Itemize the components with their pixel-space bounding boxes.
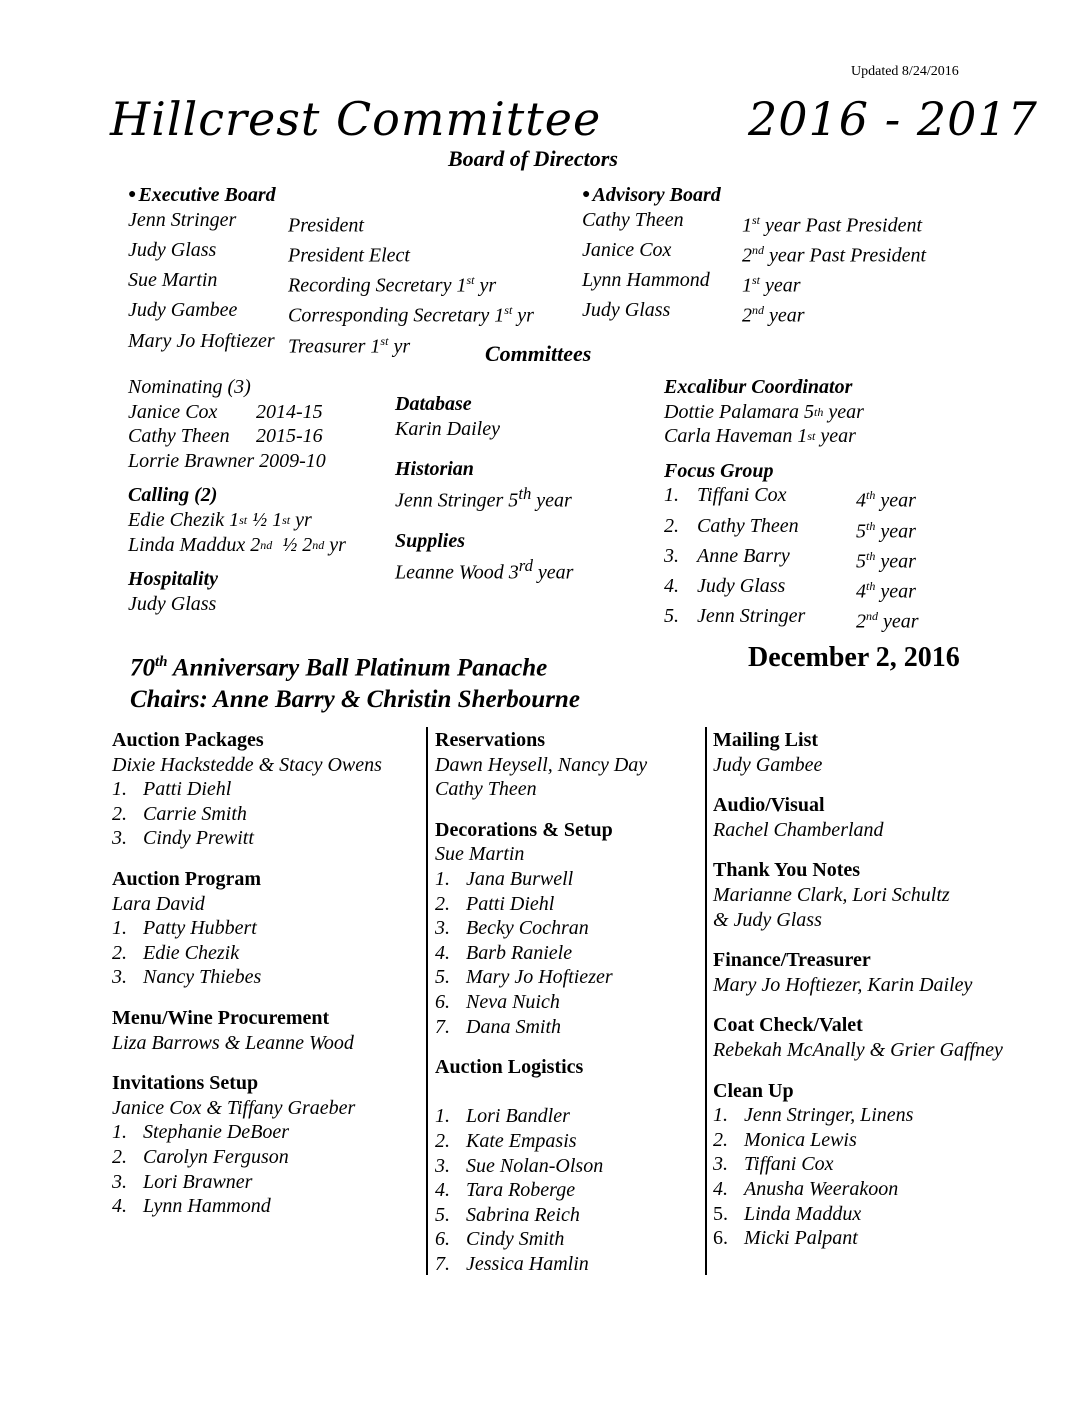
- superscript: st: [466, 273, 475, 288]
- member-name: Edie Chezik 1: [128, 508, 240, 531]
- nominating-heading: Nominating (3): [128, 376, 251, 398]
- list-number: 6.: [713, 1227, 728, 1250]
- page-years: 2016 - 2017: [748, 92, 1038, 146]
- list-item-name: Jessica Hamlin: [466, 1252, 589, 1275]
- list-item: [435, 1203, 647, 1228]
- spacer: [112, 851, 382, 867]
- section-thanks: [713, 858, 1003, 932]
- list-number: 1.: [435, 1105, 450, 1128]
- calling-heading: Calling (2): [128, 484, 218, 507]
- list-item: [112, 941, 382, 966]
- superscript: th: [814, 404, 824, 419]
- committees-col-3: [664, 375, 919, 635]
- list-number: 3.: [112, 1170, 127, 1193]
- list-item-name: Kate Empasis: [466, 1129, 577, 1152]
- page-title: Hillcrest Committee: [110, 92, 602, 146]
- list-item: [112, 777, 382, 802]
- list-number: 1.: [435, 867, 450, 890]
- executive-row: [128, 329, 534, 359]
- list-item: [713, 1103, 1003, 1128]
- list-item: [713, 1152, 1003, 1177]
- member-year: [856, 483, 916, 513]
- superscript: th: [866, 548, 876, 563]
- role-tail: year Past President: [764, 244, 927, 267]
- list-item: [435, 941, 647, 966]
- bullet-icon: ●: [582, 187, 591, 202]
- suffix: year: [815, 425, 856, 448]
- superscript: st: [239, 512, 248, 527]
- list-item-name: Nancy Thiebes: [143, 966, 262, 989]
- spacer: [435, 1080, 647, 1105]
- list-item-name: Patti Diehl: [143, 778, 232, 801]
- spacer: [435, 1276, 647, 1292]
- list-number: 3.: [664, 544, 679, 567]
- section-list: [435, 867, 647, 1039]
- member-name: Judy Gambee: [128, 299, 238, 322]
- superscript: st: [807, 429, 816, 444]
- member-name: Cathy Theen: [582, 208, 684, 231]
- year-num: 5: [856, 550, 866, 573]
- role-tail: year: [760, 274, 801, 297]
- section-lead: Janice Cox & Tiffany Graeber: [112, 1096, 356, 1119]
- hospitality-name: Judy Glass: [128, 592, 217, 615]
- section-heading: Auction Logistics: [435, 1056, 584, 1079]
- section-mailing: [713, 728, 1003, 777]
- year-tail: year: [875, 490, 916, 513]
- list-item: [435, 1129, 647, 1154]
- member-role: [288, 268, 496, 298]
- column-divider: [705, 727, 707, 1275]
- list-item: [435, 1178, 647, 1203]
- list-number: 4.: [435, 941, 450, 964]
- section-heading: Audio/Visual: [713, 794, 825, 817]
- section-cleanup: [713, 1079, 1003, 1251]
- role-text: Recording Secretary 1: [288, 274, 467, 297]
- section-heading: Clean Up: [713, 1079, 794, 1102]
- list-number: 3.: [435, 917, 450, 940]
- executive-row: [128, 298, 534, 328]
- spacer: [112, 1055, 382, 1071]
- historian-heading: Historian: [395, 458, 474, 481]
- ball-title: 70th Anniversary Ball Platinum Panache Chairs: Anne Barry & Christin Sherbourne: [130, 654, 580, 714]
- focus-row: [664, 483, 919, 513]
- executive-row: [128, 238, 534, 268]
- list-item-name: Micki Palpant: [744, 1227, 858, 1250]
- list-item: [435, 916, 647, 941]
- year-tail: year: [875, 520, 916, 543]
- role-tail: year: [764, 305, 805, 327]
- member-role: [742, 298, 805, 328]
- list-number: 3.: [435, 1154, 450, 1177]
- list-number: 4.: [112, 1195, 127, 1218]
- executive-heading: ● Executive Board: [128, 184, 276, 206]
- member-name: Judy Glass: [582, 299, 671, 322]
- list-item: [713, 1226, 1003, 1251]
- section-auction_packages: [112, 728, 382, 851]
- list-item-name: Tiffani Cox: [744, 1153, 834, 1176]
- spacer: [713, 997, 1003, 1013]
- list-item-name: Lori Bandler: [466, 1105, 570, 1128]
- list-number: 2.: [435, 892, 450, 915]
- section-decorations: [435, 818, 647, 1039]
- spacer: [435, 1039, 647, 1055]
- member-role: [288, 298, 534, 328]
- list-item-name: Lynn Hammond: [143, 1195, 271, 1218]
- section-list: [713, 1103, 1003, 1251]
- list-item: [435, 892, 647, 917]
- section-list: [112, 1120, 382, 1218]
- member-role: [742, 268, 801, 298]
- list-item-name: Carolyn Ferguson: [143, 1145, 289, 1168]
- hospitality-heading: Hospitality: [128, 568, 218, 591]
- suffix: year: [823, 400, 864, 423]
- list-item: [435, 990, 647, 1015]
- focus-row: [664, 574, 919, 604]
- year-num: 2: [856, 611, 866, 634]
- list-number: 7.: [435, 1015, 450, 1038]
- historian-name: Jenn Stringer 5th year: [395, 483, 572, 512]
- section-invitations: [112, 1071, 382, 1219]
- year-num: 4: [856, 580, 866, 603]
- supplies-heading: Supplies: [395, 530, 466, 553]
- fraction: ½ 2: [272, 533, 313, 556]
- superscript: nd: [312, 537, 325, 552]
- section-list: [112, 916, 382, 990]
- focus-heading: Focus Group: [664, 459, 774, 482]
- column-divider: [426, 727, 428, 1275]
- spacer: [713, 932, 1003, 948]
- member-term: 2009-10: [259, 449, 326, 472]
- supplies-name: Leanne Wood 3rd year: [395, 555, 574, 584]
- member-role: [742, 208, 922, 238]
- superscript: th: [866, 579, 876, 594]
- list-item-name: Neva Nuich: [466, 990, 560, 1013]
- superscript: st: [752, 273, 761, 288]
- list-item: [435, 867, 647, 892]
- list-item-name: Patty Hubbert: [143, 917, 257, 940]
- list-number: 1.: [664, 484, 679, 507]
- section-coat: [713, 1013, 1003, 1062]
- list-item-name: Edie Chezik: [143, 941, 240, 964]
- list-item-name: Sue Nolan-Olson: [466, 1154, 604, 1177]
- list-item-name: Carrie Smith: [143, 802, 247, 825]
- committees-heading: Committees: [485, 341, 592, 366]
- list-item-name: Becky Cochran: [466, 917, 589, 940]
- list-item-name: Cindy Smith: [466, 1228, 565, 1251]
- role-text: 1: [742, 274, 752, 297]
- member-year: [856, 604, 919, 634]
- list-number: 2.: [713, 1128, 728, 1151]
- list-number: 3.: [112, 827, 127, 850]
- role-tail: yr: [512, 305, 534, 327]
- superscript: st: [752, 212, 761, 227]
- superscript: st: [282, 512, 291, 527]
- member-name: Tiffani Cox: [697, 484, 787, 507]
- section-lead: Sue Martin: [435, 843, 525, 866]
- ball-col-3: [713, 728, 1003, 1267]
- section-line: Judy Gambee: [713, 753, 823, 776]
- section-heading: Mailing List: [713, 729, 819, 751]
- spacer: [435, 802, 647, 818]
- executive-row: [128, 268, 534, 298]
- member-name: Judy Glass: [697, 575, 786, 598]
- list-number: 1.: [713, 1104, 728, 1127]
- member-name: Linda Maddux 2: [128, 533, 261, 556]
- advisory-row: [582, 298, 926, 328]
- focus-row: [664, 604, 919, 634]
- section-menu_wine: [112, 1006, 382, 1055]
- list-item-name: Barb Raniele: [466, 941, 573, 964]
- section-heading: Coat Check/Valet: [713, 1014, 863, 1037]
- list-item-name: Lori Brawner: [143, 1170, 253, 1193]
- section-heading: Invitations Setup: [112, 1072, 259, 1095]
- list-item: [112, 802, 382, 827]
- board-heading: Board of Directors: [448, 146, 618, 171]
- calling-row: [128, 533, 346, 558]
- spacer: [713, 1063, 1003, 1079]
- advisory-board: [582, 183, 926, 329]
- list-item: [713, 1128, 1003, 1153]
- superscript: nd: [260, 537, 273, 552]
- section-lead: Dixie Hackstedde & Stacy Owens: [112, 753, 382, 776]
- excalibur-row: [664, 424, 919, 449]
- year-tail: year: [875, 550, 916, 573]
- section-audio: [713, 793, 1003, 842]
- year-tail: year: [878, 611, 919, 634]
- member-name: Anne Barry: [697, 544, 790, 567]
- spacer: [713, 1251, 1003, 1267]
- member-name: Mary Jo Hoftiezer: [128, 329, 275, 352]
- member-name: Sue Martin: [128, 269, 218, 292]
- executive-row: [128, 208, 534, 238]
- list-number: 4.: [713, 1177, 728, 1200]
- member-year: [856, 514, 916, 544]
- fraction: ½ 1: [247, 508, 283, 531]
- ball-col-2: [435, 728, 647, 1292]
- bullet-icon: ●: [128, 187, 137, 202]
- list-number: 4.: [435, 1179, 450, 1202]
- list-item-name: Patti Diehl: [466, 892, 555, 915]
- database-name: Karin Dailey: [395, 417, 500, 440]
- list-number: 7.: [435, 1252, 450, 1275]
- calling-row: [128, 508, 346, 533]
- member-year: [856, 574, 916, 604]
- section-lead: Lara David: [112, 892, 205, 915]
- focus-row: [664, 514, 919, 544]
- list-item-name: Monica Lewis: [744, 1128, 857, 1151]
- list-item: [112, 1170, 382, 1195]
- list-number: 6.: [435, 1228, 450, 1251]
- list-item: [112, 1145, 382, 1170]
- superscript: th: [866, 518, 876, 533]
- spacer: [112, 990, 382, 1006]
- superscript: nd: [866, 609, 878, 624]
- list-item-name: Sabrina Reich: [466, 1203, 580, 1226]
- section-heading: Menu/Wine Procurement: [112, 1006, 330, 1029]
- spacer: [112, 1219, 382, 1235]
- member-name: Jenn Stringer: [697, 605, 806, 628]
- role-tail: yr: [474, 274, 497, 297]
- superscript: th: [866, 488, 876, 503]
- excalibur-row: [664, 400, 919, 425]
- section-line: Dawn Heysell, Nancy Day: [435, 753, 648, 776]
- section-list: [435, 1104, 647, 1276]
- committees-col-1: [128, 375, 346, 616]
- section-line: Mary Jo Hoftiezer, Karin Dailey: [713, 973, 973, 996]
- role-text: 2: [742, 305, 752, 327]
- member-role: [288, 329, 410, 359]
- list-number: 5.: [435, 1203, 450, 1226]
- list-item: [112, 916, 382, 941]
- list-item: [435, 1227, 647, 1252]
- member-name: Jenn Stringer: [128, 208, 237, 231]
- suffix: yr: [324, 533, 346, 556]
- member-name: Cathy Theen: [128, 425, 230, 448]
- year-num: 5: [856, 520, 866, 543]
- advisory-row: [582, 238, 926, 268]
- committees-col-2: [395, 392, 573, 585]
- role-text: Treasurer 1: [288, 335, 381, 358]
- section-reservations: [435, 728, 647, 802]
- section-list: [112, 777, 382, 851]
- role-text: President Elect: [288, 244, 410, 267]
- spacer: [713, 842, 1003, 858]
- role-tail: yr: [388, 335, 411, 358]
- member-name: Janice Cox: [128, 400, 218, 423]
- ball-date: December 2, 2016: [748, 642, 960, 673]
- list-number: 3.: [713, 1153, 728, 1176]
- member-name: Janice Cox: [582, 238, 672, 261]
- section-line: Rachel Chamberland: [713, 818, 884, 841]
- list-number: 1.: [112, 917, 127, 940]
- section-auction_program: [112, 867, 382, 990]
- member-name: Lorrie Brawner: [128, 449, 255, 472]
- section-heading: Auction Packages: [112, 729, 264, 751]
- member-name: Cathy Theen: [697, 514, 799, 537]
- list-item-name: Cindy Prewitt: [143, 827, 254, 850]
- advisory-heading: ● Advisory Board: [582, 184, 721, 206]
- suffix: yr: [290, 508, 312, 531]
- list-number: 5.: [435, 966, 450, 989]
- updated-date: Updated 8/24/2016: [851, 64, 959, 79]
- role-text: 1: [742, 214, 752, 237]
- executive-board: [128, 183, 534, 359]
- member-role: [288, 208, 364, 238]
- list-item-name: Linda Maddux: [744, 1202, 862, 1225]
- list-number: 4.: [664, 575, 679, 598]
- member-name: Carla Haveman 1: [664, 425, 808, 448]
- list-item: [112, 1120, 382, 1145]
- focus-row: [664, 544, 919, 574]
- list-item: [435, 1015, 647, 1040]
- superscript: nd: [752, 303, 764, 318]
- list-item-name: Jenn Stringer, Linens: [744, 1104, 914, 1127]
- list-item: [435, 965, 647, 990]
- ball-col-1: [112, 728, 382, 1235]
- list-number: 2.: [112, 1145, 127, 1168]
- list-number: 2.: [112, 941, 127, 964]
- member-term: 2014-15: [256, 400, 323, 423]
- excalibur-heading: Excalibur Coordinator: [664, 376, 853, 398]
- section-line: Cathy Theen: [435, 778, 537, 801]
- list-number: 5.: [664, 605, 679, 628]
- superscript: st: [504, 303, 513, 318]
- section-finance: [713, 948, 1003, 997]
- list-item: [435, 1104, 647, 1129]
- superscript: nd: [752, 242, 764, 257]
- section-heading: Finance/Treasurer: [713, 949, 871, 972]
- database-heading: Database: [395, 393, 472, 415]
- role-tail: year Past President: [760, 214, 923, 237]
- spacer: [713, 777, 1003, 793]
- nominating-row: [128, 400, 346, 425]
- member-name: Dottie Palamara 5: [664, 400, 814, 423]
- list-item-name: Anusha Weerakoon: [744, 1177, 899, 1200]
- year-num: 4: [856, 490, 866, 513]
- list-item-name: Tara Roberge: [466, 1179, 576, 1202]
- list-item: [112, 965, 382, 990]
- advisory-row: [582, 268, 926, 298]
- member-name: Judy Glass: [128, 238, 217, 261]
- year-tail: year: [875, 580, 916, 603]
- role-text: 2: [742, 244, 752, 267]
- list-item: [435, 1154, 647, 1179]
- nominating-row: [128, 449, 346, 474]
- role-text: Corresponding Secretary 1: [288, 305, 505, 327]
- list-number: 3.: [112, 966, 127, 989]
- list-number: 5.: [713, 1202, 728, 1225]
- list-number: 2.: [664, 514, 679, 537]
- list-item-name: Jana Burwell: [466, 867, 574, 890]
- list-item: [435, 1252, 647, 1277]
- superscript: st: [380, 333, 389, 348]
- section-line: & Judy Glass: [713, 908, 822, 931]
- section-line: Marianne Clark, Lori Schultz: [713, 883, 950, 906]
- list-item: [713, 1202, 1003, 1227]
- list-number: 2.: [435, 1129, 450, 1152]
- member-term: 2015-16: [256, 425, 323, 448]
- list-number: 1.: [112, 778, 127, 801]
- list-number: 6.: [435, 990, 450, 1013]
- member-year: [856, 544, 916, 574]
- section-heading: Auction Program: [112, 867, 262, 890]
- advisory-row: [582, 208, 926, 238]
- list-number: 2.: [112, 802, 127, 825]
- section-auction_logistics: [435, 1055, 647, 1276]
- list-item-name: Mary Jo Hoftiezer: [466, 966, 613, 989]
- list-item: [112, 826, 382, 851]
- section-heading: Thank You Notes: [713, 859, 861, 882]
- section-line: Rebekah McAnally & Grier Gaffney: [713, 1038, 1003, 1061]
- list-item: [713, 1177, 1003, 1202]
- role-text: President: [288, 214, 364, 237]
- list-item-name: Dana Smith: [466, 1015, 561, 1038]
- member-role: [288, 238, 410, 268]
- list-item: [112, 1194, 382, 1219]
- list-item-name: Stephanie DeBoer: [143, 1121, 290, 1144]
- member-name: Lynn Hammond: [582, 269, 710, 292]
- section-heading: Reservations: [435, 729, 545, 751]
- list-number: 1.: [112, 1121, 127, 1144]
- section-heading: Decorations & Setup: [435, 818, 613, 841]
- member-role: [742, 238, 926, 268]
- section-lead: Liza Barrows & Leanne Wood: [112, 1031, 354, 1054]
- nominating-row: [128, 424, 346, 449]
